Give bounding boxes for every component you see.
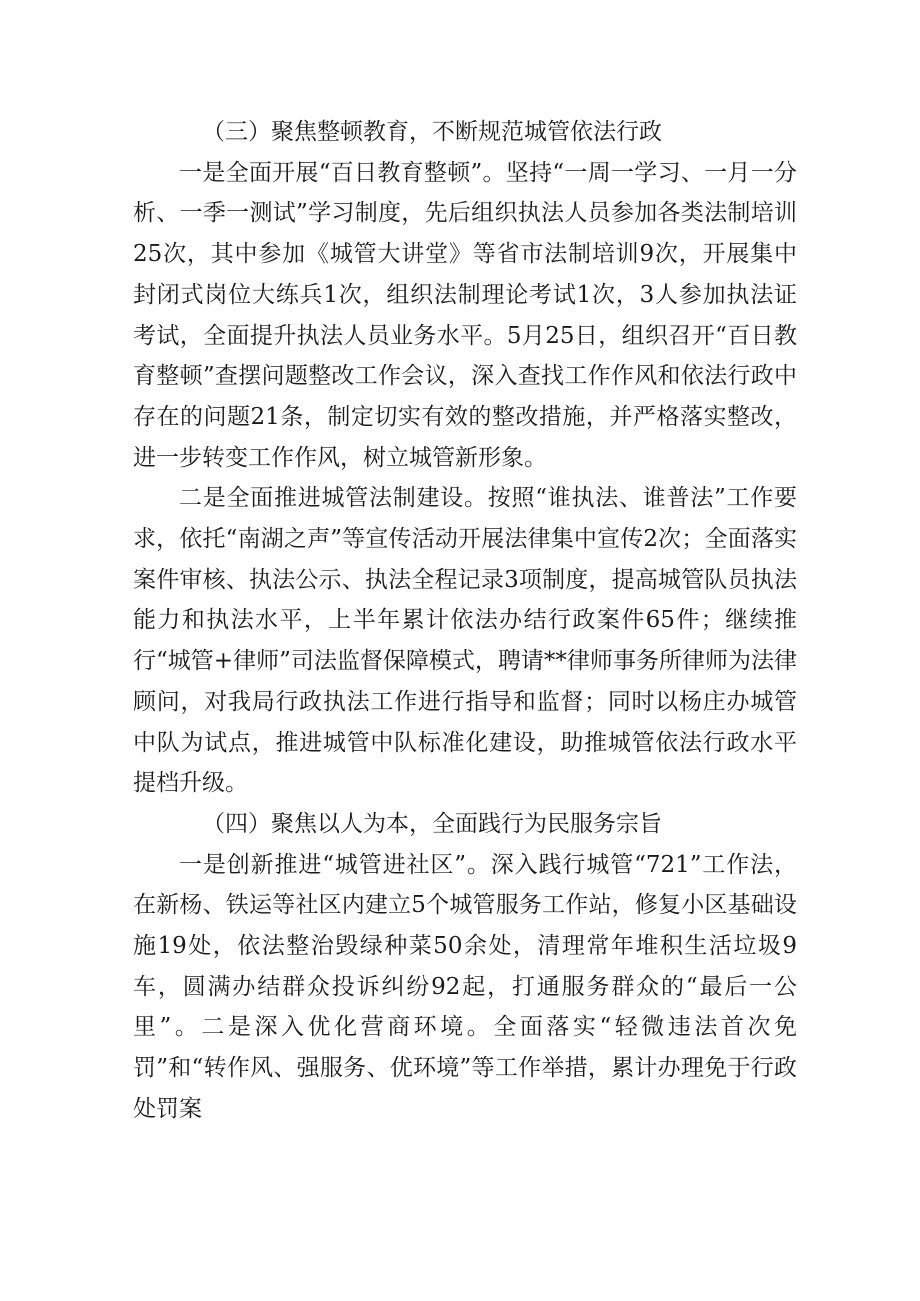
section-heading-3: （三）聚焦整顿教育，不断规范城管依法行政 bbox=[202, 119, 662, 145]
paragraph-legal-construction: 二是全面推进城管法制建设。按照“谁执法、谁普法”工作要求，依托“南湖之声”等宣传活动开展法律集中宣传2次；全面落实案件审核、执法公示、执法全程记录3项制度，提高城管队员执法能力和执法水平，上半年累计依法办结行政案件65件；继续推行“城管+律师”司法监督保障模式，聘请**律师事务所律师为法律顾问，对我局行政执法工作进行指导和监督；同时以杨庄办城管中队为试点，推进城管中队标准化建设，助推城管依法行政水平提档升级。 bbox=[133, 485, 797, 797]
paragraph-education-rectification: 一是全面开展“百日教育整顿”。坚持“一周一学习、一月一分析、一季一测试”学习制度，先后组织执法人员参加各类法制培训25次，其中参加《城管大讲堂》等省市法制培训9次，开展集中封闭式岗位大练兵1次，组织法制理论考试1次，3人参加执法证考试，全面提升执法人员业务水平。5月25日，组织召开“百日教育整顿”查摆问题整改工作会议，深入查找工作作风和依法行政中存在的问题21条，制定切实有效的整改措施，并严格落实整改，进一步转变工作作风，树立城管新形象。 bbox=[133, 159, 797, 471]
section-heading-4: （四）聚焦以人为本，全面践行为民服务宗旨 bbox=[202, 810, 662, 837]
paragraph-community-service: 一是创新推进“城管进社区”。深入践行城管“721”工作法，在新杨、铁运等社区内建立5个城管服务工作站，修复小区基础设施19处，依法整治毁绿种菜50余处，清理常年堆积生活垃圾9车，圆满办结群众投诉纠纷92起，打通服务群众的“最后一公里”。二是深入优化营商环境。全面落实“轻微违法首次免罚”和“转作风、强服务、优环境”等工作举措，累计办理免于行政处罚案 bbox=[133, 851, 797, 1122]
document-body bbox=[133, 112, 797, 1130]
